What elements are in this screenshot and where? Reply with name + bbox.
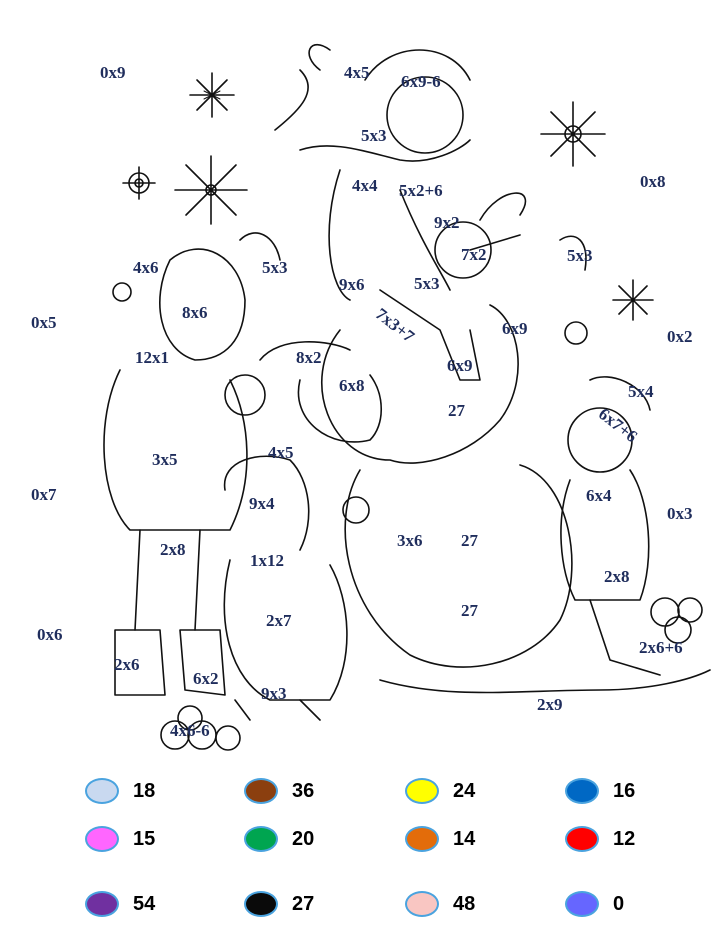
legend-value: 24 <box>453 780 476 802</box>
math-label: 0x8 <box>640 172 666 191</box>
math-label: 1x12 <box>250 551 284 570</box>
math-label: 7x2 <box>461 245 487 264</box>
legend-value: 48 <box>453 893 476 915</box>
math-label: 27 <box>448 401 465 420</box>
math-label: 0x2 <box>667 327 693 346</box>
math-label: 8x2 <box>296 348 322 367</box>
math-label: 6x8 <box>339 376 365 395</box>
math-label: 4x5 <box>344 63 370 82</box>
math-label: 0x7 <box>31 485 57 504</box>
math-label: 4x5 <box>268 443 294 462</box>
snowflake-icon <box>123 167 155 199</box>
legend-value: 18 <box>133 780 156 802</box>
color-swatch <box>565 826 599 852</box>
legend-value: 54 <box>133 893 156 915</box>
math-label: 9x4 <box>249 494 275 513</box>
math-label: 9x6 <box>339 275 365 294</box>
boy-with-cap <box>260 342 381 523</box>
math-label: 4x6 <box>133 258 159 277</box>
math-label: 6x4 <box>586 486 612 505</box>
color-swatch <box>85 826 119 852</box>
legend-value: 12 <box>613 828 636 850</box>
math-label: 5x3 <box>361 126 387 145</box>
snowflake-icon <box>190 73 234 117</box>
math-label: 2x9 <box>537 695 563 714</box>
math-label: 0x6 <box>37 625 63 644</box>
math-label: 6x7+6 <box>594 404 642 447</box>
color-swatch <box>405 891 439 917</box>
math-label: 2x6+6 <box>639 638 683 657</box>
snowflake-icon <box>175 156 247 224</box>
legend-value: 15 <box>133 828 156 850</box>
color-swatch <box>244 778 278 804</box>
math-label: 2x8 <box>604 567 630 586</box>
math-label: 0x3 <box>667 504 693 523</box>
math-label: 5x3 <box>567 246 593 265</box>
math-label: 6x9 <box>447 356 473 375</box>
math-label: 5x3 <box>414 274 440 293</box>
math-label: 6x9 <box>502 319 528 338</box>
math-label: 27 <box>461 601 478 620</box>
math-label: 3x6 <box>397 531 423 550</box>
legend-value: 27 <box>292 893 315 915</box>
color-swatch <box>85 778 119 804</box>
math-label: 5x2+6 <box>399 181 443 200</box>
legend-value: 16 <box>613 780 636 802</box>
snowflake-icon <box>613 280 653 320</box>
math-label: 6x9-6 <box>401 72 441 91</box>
math-label: 3x5 <box>152 450 178 469</box>
math-label: 6x2 <box>193 669 219 688</box>
math-label: 2x8 <box>160 540 186 559</box>
boy-on-right <box>561 322 702 675</box>
math-label: 27 <box>461 531 478 550</box>
color-swatch <box>244 891 278 917</box>
legend-value: 0 <box>613 893 625 915</box>
math-label: 0x5 <box>31 313 57 332</box>
math-label: 12x1 <box>135 348 169 367</box>
math-label: 0x9 <box>100 63 126 82</box>
math-label: 9x3 <box>261 684 287 703</box>
color-swatch <box>565 891 599 917</box>
math-label: 9x2 <box>434 213 460 232</box>
math-label: 2x6 <box>114 655 140 674</box>
math-label: 7x3+7 <box>371 304 419 347</box>
color-swatch <box>405 778 439 804</box>
legend-value: 36 <box>292 780 315 802</box>
math-label: 4x6-6 <box>170 721 210 740</box>
math-label: 8x6 <box>182 303 208 322</box>
math-label: 5x3 <box>262 258 288 277</box>
color-swatch <box>85 891 119 917</box>
legend-value: 20 <box>292 828 315 850</box>
math-label: 5x4 <box>628 382 654 401</box>
color-legend <box>0 765 723 932</box>
legend-value: 14 <box>453 828 476 850</box>
color-swatch <box>405 826 439 852</box>
color-swatch <box>565 778 599 804</box>
snowflake-icon <box>541 102 605 166</box>
ground-line <box>380 670 710 693</box>
snowman <box>322 193 572 667</box>
math-label: 4x4 <box>352 176 378 195</box>
color-swatch <box>244 826 278 852</box>
math-label: 2x7 <box>266 611 292 630</box>
